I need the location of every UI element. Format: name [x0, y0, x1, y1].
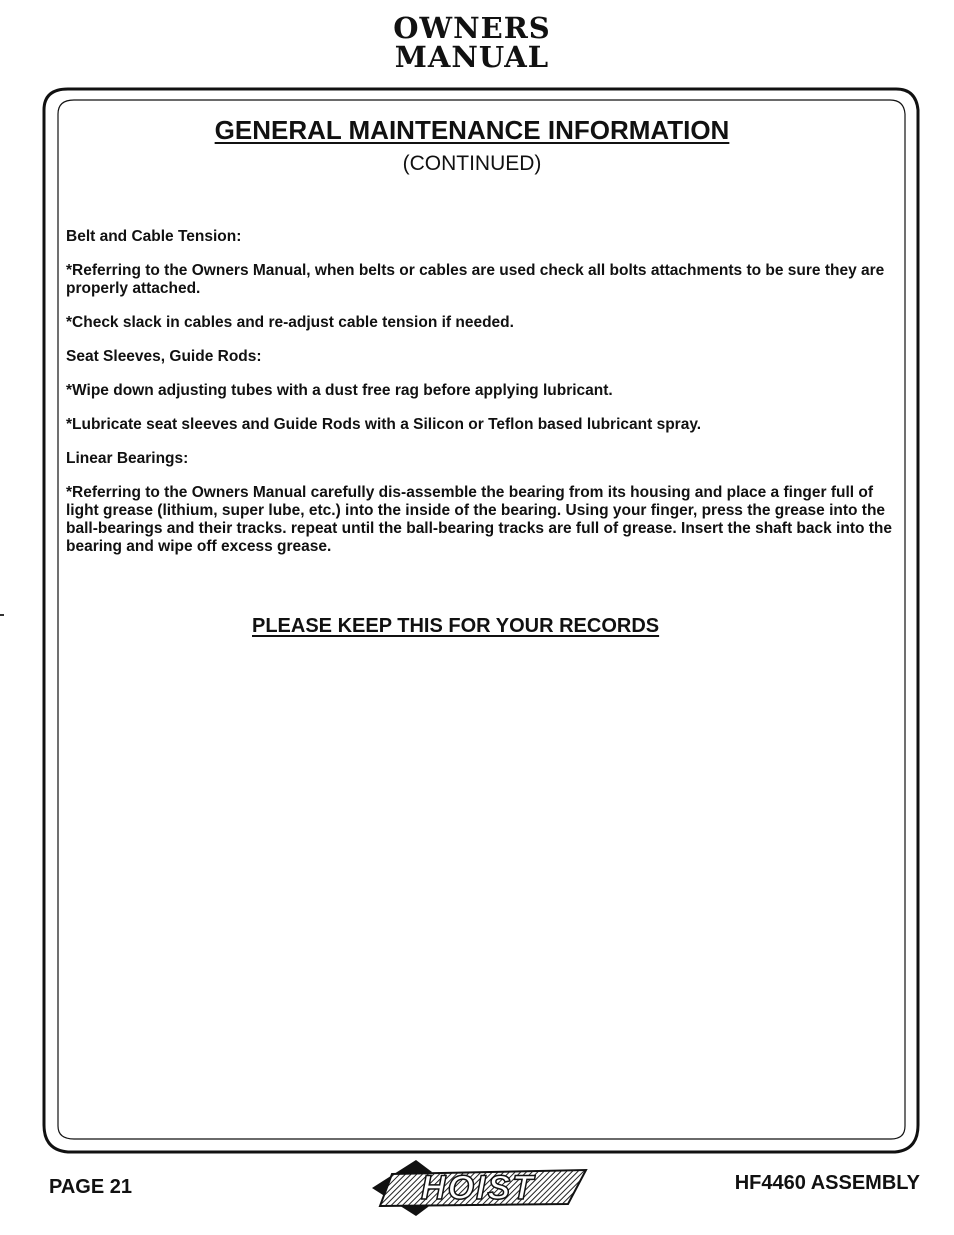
- seat-sleeves-paragraph-2: *Lubricate seat sleeves and Guide Rods with a Silicon or Teflon based lubricant spray.: [66, 416, 702, 433]
- page-subtitle: (CONTINUED): [402, 152, 542, 175]
- header-line-2: MANUAL: [394, 40, 550, 74]
- linear-bearings-paragraph: *Referring to the Owners Manual carefully dis-assemble the bearing from its housing and place a finger full of light grease (lithium, super lube, etc.) into the inside of the bearing. Using your finger, press the grease into the ball-bearings and their tracks. repeat until the ball-bearing tracks are full of grease. Insert the shaft back into the bearing and wipe off excess grease.: [66, 484, 893, 555]
- owners-manual-header: [0, 11, 944, 74]
- page-title: GENERAL MAINTENANCE INFORMATION: [214, 115, 730, 145]
- model-assembly-label: HF4460 ASSEMBLY: [734, 1172, 920, 1194]
- header-line-1: OWNERS: [393, 11, 551, 45]
- seat-sleeves-heading: Seat Sleeves, Guide Rods:: [66, 348, 262, 365]
- belt-cable-paragraph-2: *Check slack in cables and re-adjust cable tension if needed.: [66, 314, 514, 331]
- linear-bearings-heading: Linear Bearings:: [66, 450, 189, 467]
- keep-records-notice: PLEASE KEEP THIS FOR YOUR RECORDS: [252, 615, 660, 637]
- belt-cable-paragraph-1: *Referring to the Owners Manual, when belts or cables are used check all bolts attachments to be sure they are properly attached.: [66, 262, 885, 297]
- seat-sleeves-paragraph-1: *Wipe down adjusting tubes with a dust free rag before applying lubricant.: [66, 382, 613, 399]
- margin-mark: [0, 614, 4, 616]
- page-number: PAGE 21: [49, 1176, 132, 1198]
- belt-cable-heading: Belt and Cable Tension:: [66, 228, 242, 245]
- maintenance-content: [66, 228, 896, 556]
- svg-text:HOIST: HOIST: [421, 1169, 535, 1207]
- hoist-logo: [372, 1156, 590, 1218]
